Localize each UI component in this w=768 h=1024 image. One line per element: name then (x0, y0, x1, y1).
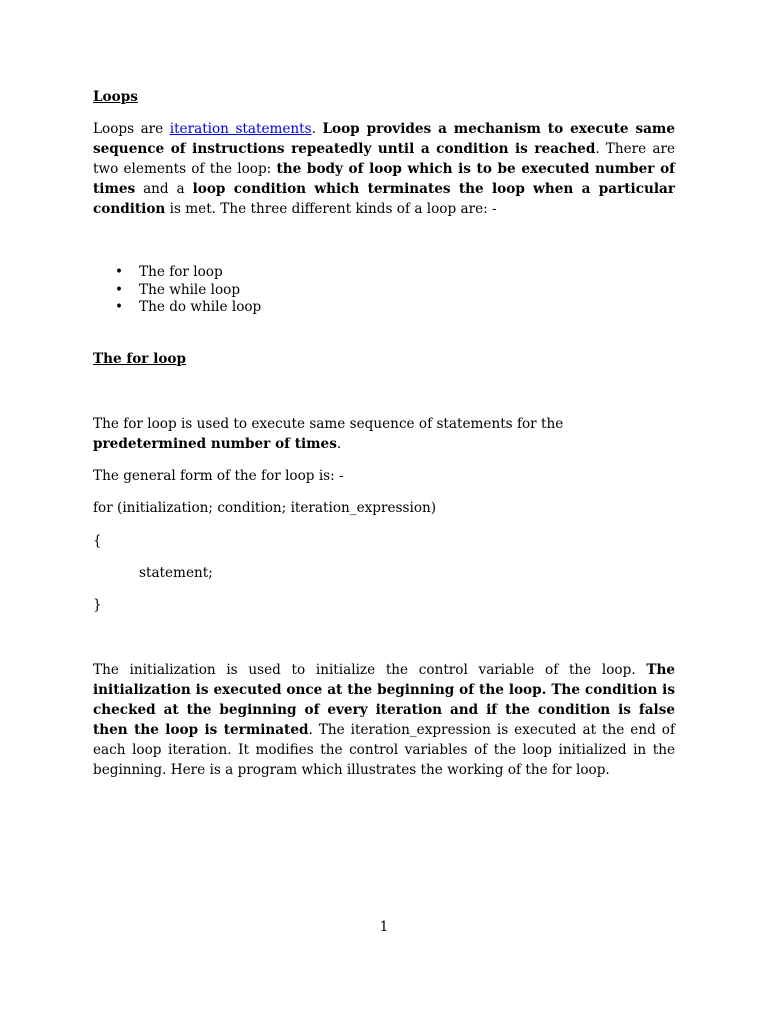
explain-bold: The initialization is executed once at the beginning of the loop. The condition is checked at the beginning of every iteration and if the condition is false then the loop is terminated (93, 662, 675, 738)
explanation-paragraph (93, 660, 675, 780)
explain-text-2: . The iteration_expression is executed at the end of each loop iteration. It modifies the control variables of the loop initialized in the beginning. Here is a program which illustrates the working of the for loop. (93, 722, 675, 778)
intro-text-1: Loops are (93, 121, 170, 137)
for-desc-bold: predetermined number of times (93, 436, 337, 452)
explain-text-1: The initialization is used to initialize the control variable of the loop. (93, 662, 647, 678)
code-line-statement: statement; (139, 565, 213, 581)
list-item-label: The for loop (139, 264, 223, 280)
list-item-label: The do while loop (139, 299, 262, 315)
code-line-for: for (initialization; condition; iteration_expression) (93, 500, 437, 516)
list-item (93, 264, 675, 282)
intro-text-2: . (311, 121, 323, 137)
list-item (93, 282, 675, 300)
intro-text-3: . There are two elements of the loop: (93, 141, 675, 177)
for-desc-text-1: The for loop is used to execute same sequence of statements for the (93, 416, 564, 432)
general-form-text: The general form of the for loop is: - (93, 468, 344, 484)
bullet: • (115, 281, 124, 298)
list-item-label: The while loop (139, 281, 241, 298)
loop-kinds-list (93, 264, 675, 317)
bullet: • (115, 299, 124, 315)
code-line-open-brace: { (93, 533, 102, 549)
bullet: • (115, 264, 124, 280)
intro-text-4: and a (135, 181, 193, 197)
intro-bold-1: Loop provides a mechanism to execute same sequence of instructions repeatedly until a condition is reached (93, 121, 675, 157)
page-number: 1 (379, 919, 389, 935)
intro-paragraph (93, 119, 675, 219)
intro-bold-2: the body of loop which is to be executed number of times (93, 161, 676, 197)
code-line-close-brace: } (93, 597, 102, 613)
list-item (93, 299, 675, 317)
iteration-statements-link[interactable]: iteration statements (169, 121, 312, 137)
intro-text-5: is met. The three different kinds of a loop are: - (165, 201, 497, 217)
heading-loops: Loops (93, 89, 138, 105)
for-loop-description (93, 414, 675, 454)
for-desc-text-2: . (336, 436, 342, 452)
heading-for-loop: The for loop (93, 351, 186, 367)
intro-bold-3: loop condition which terminates the loop when a particular condition (93, 181, 675, 217)
